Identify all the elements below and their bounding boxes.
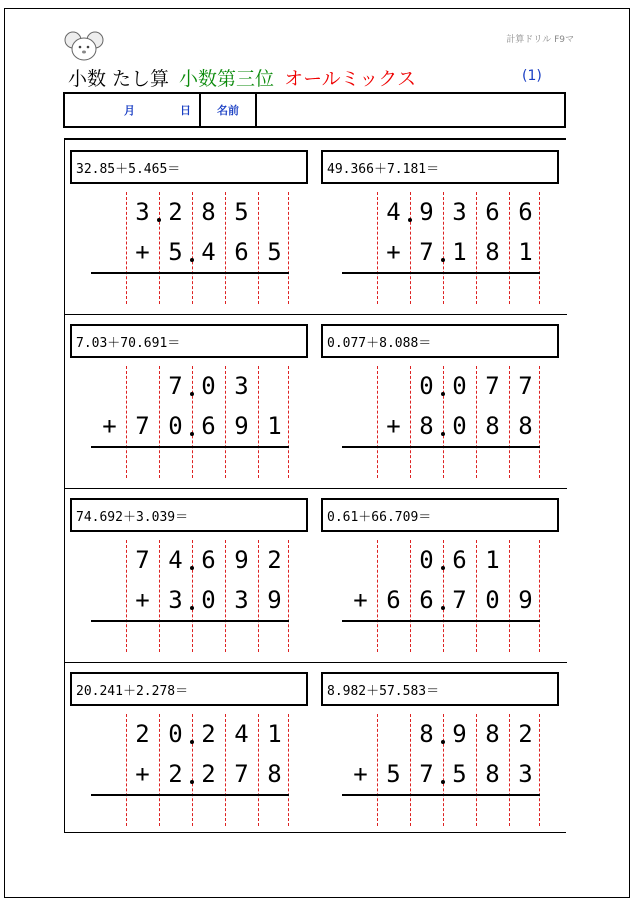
day-label: 日 xyxy=(180,104,191,117)
digit: 6 xyxy=(386,586,401,614)
equation-box: 49.366＋7.181＝ xyxy=(321,150,559,184)
digit: 7 xyxy=(452,586,467,614)
digit: 8 xyxy=(485,720,500,748)
digit: 4 xyxy=(234,720,249,748)
problem-4 xyxy=(316,314,576,486)
digit: 5 xyxy=(267,238,282,266)
digit: 4 xyxy=(168,546,183,574)
digit: 5 xyxy=(234,198,249,226)
digit: 6 xyxy=(419,586,434,614)
digit: 3 xyxy=(168,586,183,614)
digit: 7 xyxy=(168,372,183,400)
digit: 9 xyxy=(234,412,249,440)
digit: 2 xyxy=(267,546,282,574)
answer-line xyxy=(342,272,540,274)
digit: 7 xyxy=(135,546,150,574)
digit: 0 xyxy=(168,412,183,440)
plus-sign: + xyxy=(102,412,117,440)
decimal-point xyxy=(157,218,161,222)
digit: 2 xyxy=(201,720,216,748)
answer-line xyxy=(91,446,289,448)
decimal-point xyxy=(441,258,445,262)
digit: 1 xyxy=(267,720,282,748)
name-label: 名前 xyxy=(201,94,257,126)
digit: 6 xyxy=(452,546,467,574)
digit: 2 xyxy=(168,760,183,788)
plus-sign: + xyxy=(386,412,401,440)
brand-label: 計算ドリル F9マ xyxy=(506,35,574,45)
decimal-point xyxy=(441,432,445,436)
answer-line xyxy=(342,794,540,796)
digit: 8 xyxy=(201,198,216,226)
digit: 1 xyxy=(267,412,282,440)
equation-box: 7.03＋70.691＝ xyxy=(70,324,308,358)
plus-sign: + xyxy=(386,238,401,266)
digit: 7 xyxy=(485,372,500,400)
decimal-point xyxy=(441,740,445,744)
digit: 5 xyxy=(168,238,183,266)
digit: 9 xyxy=(518,586,533,614)
digit: 3 xyxy=(452,198,467,226)
digit: 7 xyxy=(419,238,434,266)
digit: 2 xyxy=(135,720,150,748)
digit: 2 xyxy=(518,720,533,748)
problems-area xyxy=(64,138,566,833)
digit: 8 xyxy=(419,412,434,440)
decimal-point xyxy=(190,606,194,610)
answer-line xyxy=(91,272,289,274)
problem-1 xyxy=(65,140,325,312)
digit: 4 xyxy=(386,198,401,226)
digit: 0 xyxy=(419,372,434,400)
worksheet-title xyxy=(68,64,416,91)
digit: 8 xyxy=(485,412,500,440)
mouse-logo-icon xyxy=(64,30,104,62)
digit: 8 xyxy=(419,720,434,748)
decimal-point xyxy=(441,606,445,610)
digit: 6 xyxy=(485,198,500,226)
digit: 0 xyxy=(452,372,467,400)
digit: 0 xyxy=(201,586,216,614)
plus-sign: + xyxy=(135,586,150,614)
digit: 8 xyxy=(518,412,533,440)
digit: 9 xyxy=(452,720,467,748)
problem-5 xyxy=(65,488,325,660)
digit: 1 xyxy=(518,238,533,266)
digit: 5 xyxy=(452,760,467,788)
answer-line xyxy=(342,620,540,622)
problem-6 xyxy=(316,488,576,660)
digit: 3 xyxy=(135,198,150,226)
digit: 6 xyxy=(201,412,216,440)
equation-box: 0.077＋8.088＝ xyxy=(321,324,559,358)
decimal-point xyxy=(441,392,445,396)
digit: 2 xyxy=(201,760,216,788)
digit: 7 xyxy=(518,372,533,400)
digit: 1 xyxy=(485,546,500,574)
digit: 8 xyxy=(485,760,500,788)
digit: 9 xyxy=(234,546,249,574)
digit: 4 xyxy=(201,238,216,266)
title-part-3: オールミックス xyxy=(284,68,417,90)
digit: 3 xyxy=(234,586,249,614)
digit: 0 xyxy=(419,546,434,574)
page-number: (1) xyxy=(522,68,542,84)
decimal-point xyxy=(408,218,412,222)
digit: 5 xyxy=(386,760,401,788)
problem-3 xyxy=(65,314,325,486)
equation-box: 74.692＋3.039＝ xyxy=(70,498,308,532)
digit: 7 xyxy=(419,760,434,788)
decimal-point xyxy=(190,780,194,784)
equation-box: 0.61＋66.709＝ xyxy=(321,498,559,532)
digit: 2 xyxy=(168,198,183,226)
digit: 0 xyxy=(201,372,216,400)
digit: 6 xyxy=(518,198,533,226)
equation-box: 8.982＋57.583＝ xyxy=(321,672,559,706)
decimal-point xyxy=(190,258,194,262)
digit: 0 xyxy=(168,720,183,748)
digit: 0 xyxy=(485,586,500,614)
plus-sign: + xyxy=(135,760,150,788)
decimal-point xyxy=(190,740,194,744)
digit: 7 xyxy=(135,412,150,440)
plus-sign: + xyxy=(353,760,368,788)
plus-sign: + xyxy=(353,586,368,614)
name-date-box xyxy=(63,92,566,128)
date-field[interactable] xyxy=(65,94,201,126)
digit: 3 xyxy=(518,760,533,788)
answer-line xyxy=(342,446,540,448)
decimal-point xyxy=(190,432,194,436)
equation-box: 32.85＋5.465＝ xyxy=(70,150,308,184)
equation-box: 20.241＋2.278＝ xyxy=(70,672,308,706)
problem-2 xyxy=(316,140,576,312)
digit: 0 xyxy=(452,412,467,440)
decimal-point xyxy=(441,566,445,570)
digit: 9 xyxy=(267,586,282,614)
digit: 3 xyxy=(234,372,249,400)
digit: 6 xyxy=(234,238,249,266)
digit: 8 xyxy=(485,238,500,266)
name-field[interactable] xyxy=(257,94,564,126)
digit: 7 xyxy=(234,760,249,788)
digit: 6 xyxy=(201,546,216,574)
plus-sign: + xyxy=(135,238,150,266)
digit: 8 xyxy=(267,760,282,788)
month-label: 月 xyxy=(124,104,135,117)
title-part-1: 小数 たし算 xyxy=(68,68,170,90)
answer-line xyxy=(91,620,289,622)
title-part-2: 小数第三位 xyxy=(179,68,275,90)
decimal-point xyxy=(190,392,194,396)
problem-7 xyxy=(65,662,325,834)
answer-line xyxy=(91,794,289,796)
digit: 9 xyxy=(419,198,434,226)
decimal-point xyxy=(190,566,194,570)
digit: 1 xyxy=(452,238,467,266)
decimal-point xyxy=(441,780,445,784)
problem-8 xyxy=(316,662,576,834)
